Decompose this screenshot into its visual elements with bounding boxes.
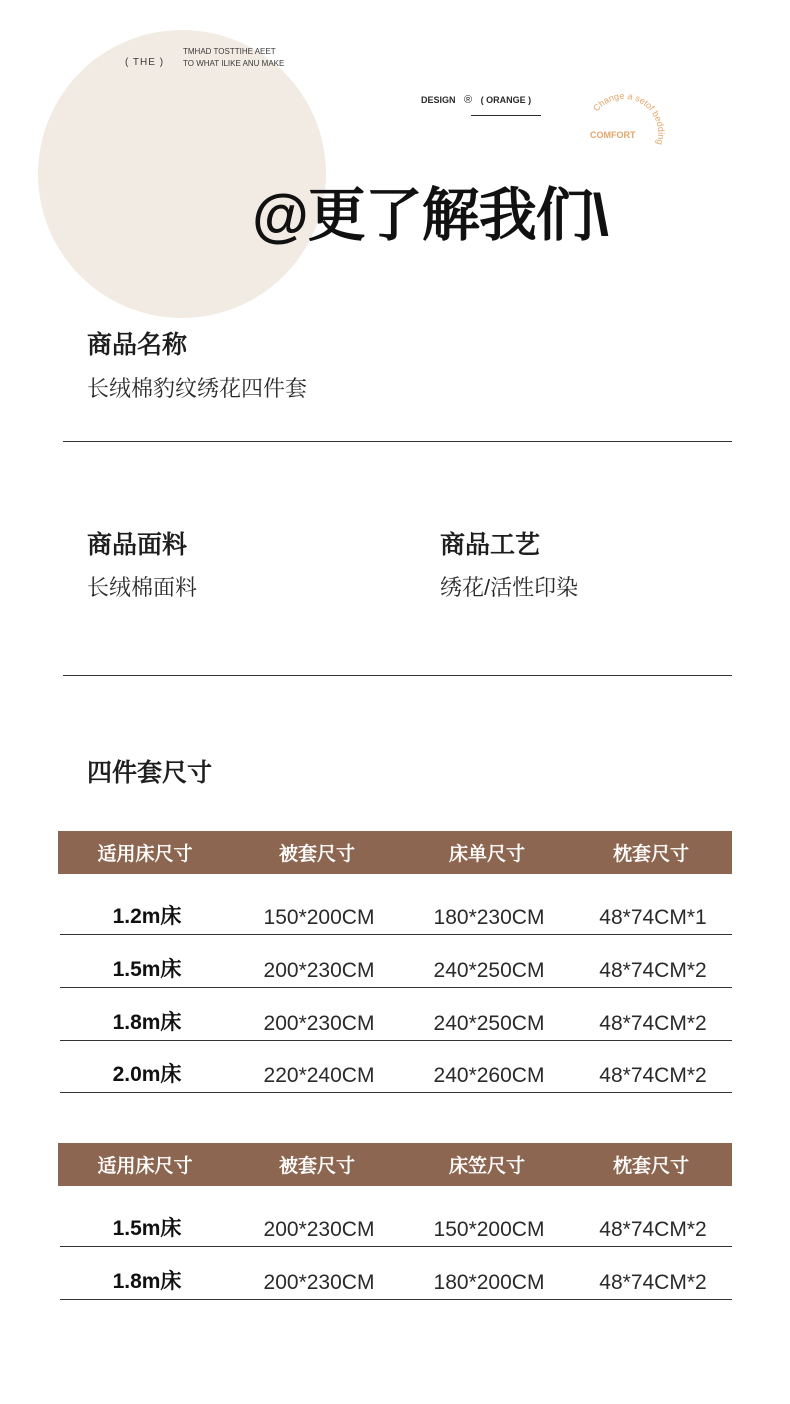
size-table-2-header [58, 1143, 732, 1186]
design-underline [471, 115, 541, 116]
table-cell: 180*230CM [433, 906, 545, 929]
table-cell: 2.0m床 [112, 1063, 182, 1086]
table-row [60, 882, 732, 935]
table-row [60, 1194, 732, 1247]
table-header-cell: 床单尺寸 [448, 844, 525, 865]
table-header-cell: 枕套尺寸 [612, 1156, 689, 1177]
size-section-title: 四件套尺寸 [87, 759, 213, 787]
table-header-cell: 被套尺寸 [278, 844, 355, 865]
table-cell: 180*200CM [433, 1271, 545, 1294]
orange-label: ( ORANGE ) [480, 95, 532, 105]
comfort-stamp-icon [583, 92, 669, 178]
stamp-center-text: COMFORT [590, 130, 636, 140]
table-row [60, 988, 732, 1041]
fabric-label: 商品面料 [87, 531, 188, 559]
the-label: ( THE ) [125, 57, 165, 68]
stamp-arc-text: Change a setof bedding [591, 92, 667, 147]
page-title: @更了解我们\ [252, 183, 608, 248]
table-cell: 220*240CM [263, 1064, 375, 1087]
table-header-cell: 适用床尺寸 [97, 844, 193, 865]
table-cell: 48*74CM*2 [599, 1012, 707, 1035]
table-cell: 48*74CM*2 [599, 1064, 707, 1087]
table-cell: 48*74CM*2 [599, 1218, 707, 1241]
table-cell: 1.8m床 [112, 1011, 182, 1034]
table-cell: 1.8m床 [112, 1270, 182, 1293]
product-name-label: 商品名称 [87, 331, 188, 359]
table-cell: 240*260CM [433, 1064, 545, 1087]
table-header-cell: 床笠尺寸 [448, 1156, 525, 1177]
table-cell: 200*230CM [263, 1218, 375, 1241]
table-row [60, 935, 732, 988]
table-header-cell: 被套尺寸 [278, 1156, 355, 1177]
table-cell: 48*74CM*1 [599, 906, 707, 929]
table-cell: 200*230CM [263, 1271, 375, 1294]
table-cell: 200*230CM [263, 1012, 375, 1035]
table-header-cell: 枕套尺寸 [612, 844, 689, 865]
table-header-cell: 适用床尺寸 [97, 1156, 193, 1177]
size-table-1-header [58, 831, 732, 874]
tagline [183, 46, 284, 70]
table-cell: 1.5m床 [112, 958, 182, 981]
table-cell: 1.2m床 [112, 905, 182, 928]
table-cell: 48*74CM*2 [599, 1271, 707, 1294]
table-cell: 240*250CM [433, 1012, 545, 1035]
table-cell: 150*200CM [433, 1218, 545, 1241]
tagline-line-1: TMHAD TOSTTIHE AEET [183, 47, 276, 56]
table-row [60, 1247, 732, 1300]
divider [63, 441, 732, 442]
craft-value: 绣花/活性印染 [440, 575, 579, 600]
divider [63, 675, 732, 676]
table-cell: 150*200CM [263, 906, 375, 929]
design-label-row [421, 94, 537, 106]
table-row [60, 1040, 732, 1093]
tagline-line-2: TO WHAT ILIKE ANU MAKE [183, 59, 285, 68]
craft-label: 商品工艺 [440, 531, 541, 559]
table-cell: 200*230CM [263, 959, 375, 982]
table-cell: 240*250CM [433, 959, 545, 982]
registered-icon: ® [464, 94, 473, 106]
design-label: DESIGN [421, 95, 456, 105]
table-cell: 48*74CM*2 [599, 959, 707, 982]
table-cell: 1.5m床 [112, 1217, 182, 1240]
product-name-value: 长绒棉豹纹绣花四件套 [87, 376, 308, 401]
fabric-value: 长绒棉面料 [87, 575, 198, 600]
